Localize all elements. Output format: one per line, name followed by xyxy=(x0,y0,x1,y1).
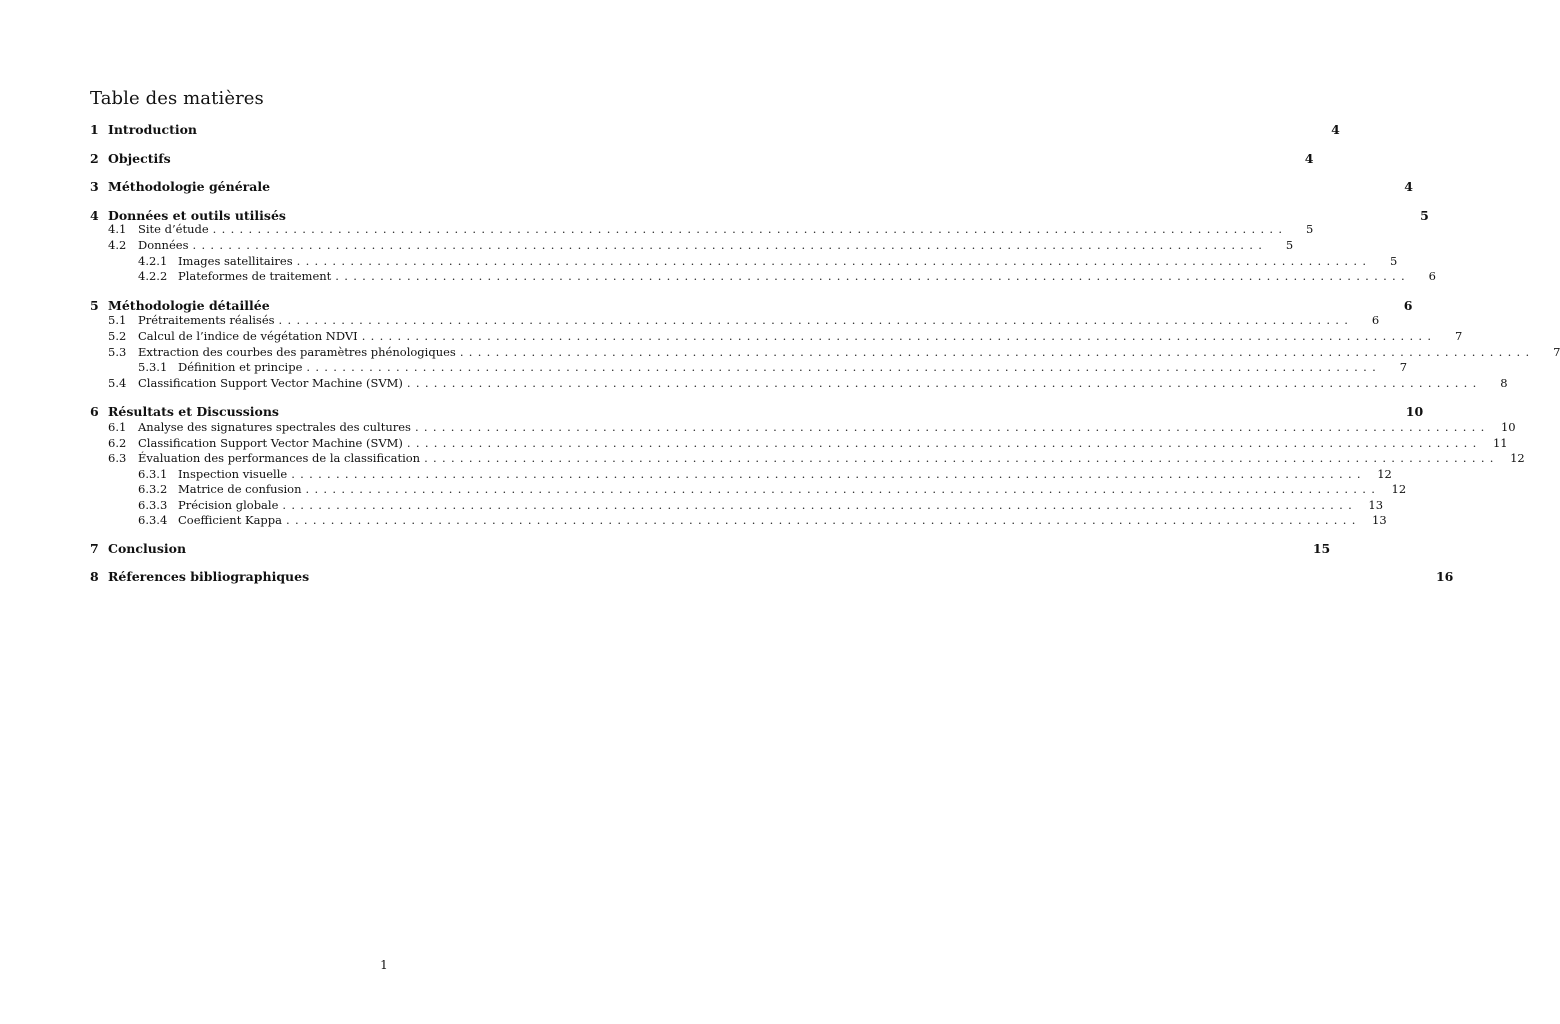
toc-leader-dots: ........................................................................................................................ xyxy=(286,513,1361,527)
toc-entry-number: 6.3.4 xyxy=(138,513,168,527)
toc-subsubsection-entry xyxy=(90,254,1398,268)
toc-entry-label: Données xyxy=(138,238,189,252)
toc-entry-label: Données et outils utilisés xyxy=(108,208,286,223)
toc-section-entry xyxy=(90,541,1331,556)
toc-entry-number: 6.3 xyxy=(108,451,127,465)
toc-entry-label: Images satellitaires xyxy=(178,254,293,268)
toc-entry-label: Analyse des signatures spectrales des cultures xyxy=(138,420,411,434)
toc-entry-number: 5.1 xyxy=(108,313,127,327)
toc-entry-page: 5 xyxy=(1306,222,1314,236)
toc-section-entry xyxy=(90,298,1413,313)
toc-section-entry xyxy=(90,122,1340,137)
toc-entry-page: 5 xyxy=(1420,208,1429,223)
toc-entry-label: Classification Support Vector Machine (SVM) xyxy=(138,436,403,450)
toc-entry-number: 4 xyxy=(90,208,99,223)
toc-entry-number: 6.1 xyxy=(108,420,127,434)
toc-subsubsection-entry xyxy=(90,498,1384,512)
toc-leader-dots: ........................................................................................................................ xyxy=(282,498,1358,512)
toc-entry-number: 5.3.1 xyxy=(138,360,168,374)
toc-entry-number: 4.2.1 xyxy=(138,254,168,268)
toc-subsubsection-entry xyxy=(90,269,1436,283)
toc-entry-page: 10 xyxy=(1405,404,1424,419)
toc-entry-number: 6.2 xyxy=(108,436,127,450)
toc-entry-label: Définition et principe xyxy=(178,360,303,374)
toc-entry-number: 3 xyxy=(90,179,99,194)
toc-entry-label: Conclusion xyxy=(108,541,187,556)
toc-leader-dots: ........................................................................................................................ xyxy=(278,313,1354,327)
toc-entry-page: 4 xyxy=(1304,151,1314,166)
toc-entry-label: Résultats et Discussions xyxy=(108,404,279,419)
toc-entry-number: 2 xyxy=(90,151,99,166)
toc-entry-page: 11 xyxy=(1492,436,1508,450)
toc-leader-dots: ........................................................................................................................ xyxy=(424,451,1499,465)
toc-entry-label: Réferences bibliographiques xyxy=(108,569,310,584)
toc-entry-page: 10 xyxy=(1500,420,1516,434)
toc-entry-number: 4.2 xyxy=(108,238,127,252)
toc-leader-dots: ........................................................................................................................ xyxy=(296,254,1372,268)
toc-entry-page: 7 xyxy=(1399,360,1408,374)
toc-entry-label: Évaluation des performances de la classification xyxy=(138,451,421,465)
toc-entry-number: 6 xyxy=(90,404,99,419)
toc-entry-label: Précision globale xyxy=(178,498,279,512)
toc-entry-page: 15 xyxy=(1312,541,1331,556)
toc-subsection-entry xyxy=(90,329,1463,343)
toc-subsection-entry xyxy=(90,238,1294,252)
toc-subsubsection-entry xyxy=(90,482,1407,496)
toc-entry-label: Objectifs xyxy=(108,151,171,166)
page-number: 1 xyxy=(380,958,388,972)
toc-entry-number: 6.3.2 xyxy=(138,482,168,496)
toc-entry-number: 5.2 xyxy=(108,329,127,343)
toc-subsection-entry xyxy=(90,376,1508,390)
toc-entry-number: 4.2.2 xyxy=(138,269,168,283)
toc-entry-number: 7 xyxy=(90,541,99,556)
toc-leader-dots: ........................................................................................................................ xyxy=(212,222,1288,236)
toc-entry-label: Plateformes de traitement xyxy=(178,269,332,283)
toc-entry-number: 5.3 xyxy=(108,345,127,359)
toc-subsection-entry xyxy=(90,420,1516,434)
toc-entry-label: Inspection visuelle xyxy=(178,467,288,481)
toc-entry-number: 8 xyxy=(90,569,99,584)
toc-leader-dots: ........................................................................................................................ xyxy=(291,467,1366,481)
toc-entry-label: Extraction des courbes des paramètres phénologiques xyxy=(138,345,456,359)
toc-entry-label: Introduction xyxy=(108,122,198,137)
toc-entry-number: 6.3.3 xyxy=(138,498,168,512)
toc-leader-dots: ........................................................................................................................ xyxy=(192,238,1268,252)
toc-entry-page: 8 xyxy=(1500,376,1508,390)
toc-leader-dots: ........................................................................................................................ xyxy=(406,436,1482,450)
toc-subsection-entry xyxy=(90,222,1314,236)
toc-title: Table des matières xyxy=(90,88,264,109)
toc-leader-dots: ........................................................................................................................ xyxy=(306,360,1382,374)
toc-entry-page: 7 xyxy=(1553,345,1560,359)
toc-entry-label: Méthodologie générale xyxy=(108,179,271,194)
toc-leader-dots: ........................................................................................................................ xyxy=(414,420,1490,434)
toc-entry-page: 5 xyxy=(1285,238,1294,252)
toc-subsection-entry xyxy=(90,313,1380,327)
toc-subsubsection-entry xyxy=(90,513,1387,527)
toc-entry-page: 4 xyxy=(1331,122,1340,137)
toc-entry-number: 4.1 xyxy=(108,222,127,236)
toc-entry-number: 5.4 xyxy=(108,376,127,390)
toc-section-entry xyxy=(90,151,1314,166)
toc-subsection-entry xyxy=(90,345,1560,359)
toc-section-entry xyxy=(90,179,1413,194)
toc-entry-page: 6 xyxy=(1371,313,1380,327)
toc-entry-number: 6.3.1 xyxy=(138,467,168,481)
toc-section-entry xyxy=(90,208,1429,223)
toc-entry-label: Calcul de l’indice de végétation NDVI xyxy=(138,329,358,343)
toc-entry-label: Matrice de confusion xyxy=(178,482,302,496)
toc-subsection-entry xyxy=(90,451,1525,465)
toc-subsubsection-entry xyxy=(90,467,1392,481)
toc-entry-label: Prétraitements réalisés xyxy=(138,313,275,327)
toc-section-entry xyxy=(90,404,1424,419)
toc-subsection-entry xyxy=(90,436,1508,450)
toc-section-entry xyxy=(90,569,1454,584)
toc-entry-page: 16 xyxy=(1435,569,1454,584)
toc-entry-number: 1 xyxy=(90,122,99,137)
toc-leader-dots: ........................................................................................................................ xyxy=(305,482,1381,496)
toc-subsubsection-entry xyxy=(90,360,1408,374)
toc-leader-dots: ........................................................................................................................ xyxy=(361,329,1437,343)
toc-entry-label: Classification Support Vector Machine (SVM) xyxy=(138,376,403,390)
toc-entry-page: 12 xyxy=(1510,451,1525,465)
toc-entry-page: 12 xyxy=(1391,482,1407,496)
toc-leader-dots: ........................................................................................................................ xyxy=(459,345,1535,359)
toc-entry-page: 6 xyxy=(1428,269,1436,283)
toc-leader-dots: ........................................................................................................................ xyxy=(335,269,1410,283)
toc-entry-page: 5 xyxy=(1389,254,1398,268)
toc-entry-page: 13 xyxy=(1372,513,1387,527)
toc-entry-page: 4 xyxy=(1404,179,1413,194)
toc-entry-page: 13 xyxy=(1368,498,1384,512)
toc-entry-label: Méthodologie détaillée xyxy=(108,298,270,313)
toc-entry-label: Coefficient Kappa xyxy=(178,513,283,527)
toc-entry-number: 5 xyxy=(90,298,99,313)
toc-entry-page: 12 xyxy=(1377,467,1392,481)
toc-entry-label: Site d’étude xyxy=(138,222,209,236)
toc-entry-page: 6 xyxy=(1403,298,1413,313)
toc-leader-dots: ........................................................................................................................ xyxy=(406,376,1482,390)
toc-entry-page: 7 xyxy=(1455,329,1463,343)
